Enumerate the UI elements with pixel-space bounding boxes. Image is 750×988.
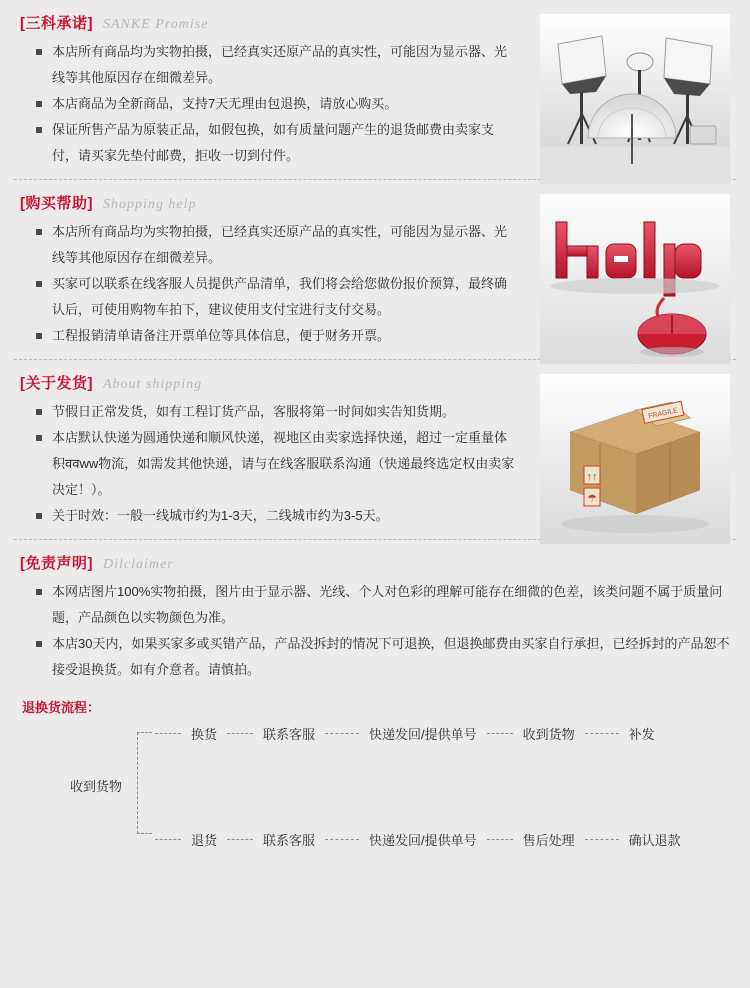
flow-connector: [155, 733, 181, 735]
list-item: 本店所有商品均为实物拍摄，已经真实还原产品的真实性，可能因为显示器、光线等其他原因存在细微差异。: [36, 39, 516, 91]
section-title-en: SANKE Promise: [103, 17, 209, 32]
cardboard-box-illustration: [540, 374, 730, 544]
section-item-list: [14, 579, 736, 683]
flow-node: 联系客服: [263, 727, 316, 742]
flow-left-label: 收到货物: [70, 779, 123, 794]
section-item-list: [14, 399, 516, 529]
section-heading: [14, 552, 736, 573]
flow-connector: [227, 839, 253, 841]
section-item-list: [14, 39, 516, 169]
section-title-en: Dilclaimer: [103, 557, 174, 572]
flow-connector: [585, 733, 619, 735]
section-title-cn: [关于发货]: [20, 375, 93, 392]
flow-node: 补发: [628, 727, 655, 742]
flow-node: 换货: [191, 727, 218, 742]
flow-row-return: [151, 830, 687, 849]
flow-connector: [325, 839, 359, 841]
section-title-cn: [购买帮助]: [20, 195, 93, 212]
flow-connector: [487, 839, 513, 841]
return-exchange-flow: [22, 724, 736, 849]
list-item: 保证所售产品为原装正品，如假包换，如有质量问题产生的退货邮费由卖家支付，请买家先垫付邮费，拒收一切到付件。: [36, 117, 516, 169]
flow-node: 退货: [191, 833, 218, 848]
flow-title: 退换货流程：: [22, 700, 101, 715]
studio-lighting-illustration: [540, 14, 730, 184]
section-title-cn: [三科承诺]: [20, 15, 93, 32]
section-title-en: Shopping help: [103, 197, 197, 212]
flow-connector: [325, 733, 359, 735]
flow-node: 售后处理: [522, 833, 575, 848]
help-mouse-illustration: [540, 194, 730, 364]
flow-node: 联系客服: [263, 833, 316, 848]
section-item-list: [14, 219, 516, 349]
flow-node: 收到货物: [522, 727, 575, 742]
flow-brace: [137, 732, 152, 834]
section-title-en: About shipping: [103, 377, 203, 392]
list-item: 本店默认快递为圆通快递和顺风快递，视地区由卖家选择快递，超过一定重量体积ववww物流，如需发其他快递，请与在线客服联系沟通（快递最终选定权由卖家决定！）。: [36, 425, 516, 503]
list-item: 节假日正常发货，如有工程订货产品，客服将第一时间如实告知货期。: [36, 399, 516, 425]
flow-connector: [155, 839, 181, 841]
section-disclaimer: [14, 540, 736, 859]
section-shipping: [14, 360, 736, 540]
flow-connector: [227, 733, 253, 735]
list-item: 关于时效：一般一线城市约为1-3天，二线城市约为3-5天。: [36, 503, 516, 529]
list-item: 本网店图片100%实物拍摄，图片由于显示器、光线、个人对色彩的理解可能存在细微的色差，该类问题不属于质量问题，产品颜色以实物颜色为准。: [36, 579, 736, 631]
flow-node: 确认退款: [628, 833, 681, 848]
svg-text:↑↑: ↑↑: [586, 471, 598, 483]
flow-connector: [487, 733, 513, 735]
list-item: 本店30天内，如果买家多或买错产品，产品没拆封的情况下可退换，但退换邮费由买家自行承担，已经拆封的产品恕不接受退换货。如有介意者。请慎拍。: [36, 631, 736, 683]
list-item: 工程报销清单请备注开票单位等具体信息，便于财务开票。: [36, 323, 516, 349]
help-word-photo: [540, 194, 730, 364]
section-title-cn: [免责声明]: [20, 555, 93, 572]
flow-connector: [585, 839, 619, 841]
flow-row-exchange: [151, 724, 661, 743]
flow-node: 快递发回/提供单号: [369, 833, 477, 848]
svg-text:FRAGILE: FRAGILE: [647, 407, 679, 421]
section-promise: [14, 0, 736, 180]
list-item: 本店商品为全新商品，支持7天无理由包退换，请放心购买。: [36, 91, 516, 117]
section-shopping-help: [14, 180, 736, 360]
list-item: 本店所有商品均为实物拍摄，已经真实还原产品的真实性，可能因为显示器、光线等其他原因存在细微差异。: [36, 219, 516, 271]
list-item: 买家可以联系在线客服人员提供产品清单，我们将会给您做份报价预算，最终确认后，可使用购物车拍下，建议使用支付宝进行支付交易。: [36, 271, 516, 323]
svg-text:☂: ☂: [587, 493, 597, 505]
studio-lighting-photo: [540, 14, 730, 184]
shipping-box-photo: [540, 374, 730, 544]
flow-node: 快递发回/提供单号: [369, 727, 477, 742]
